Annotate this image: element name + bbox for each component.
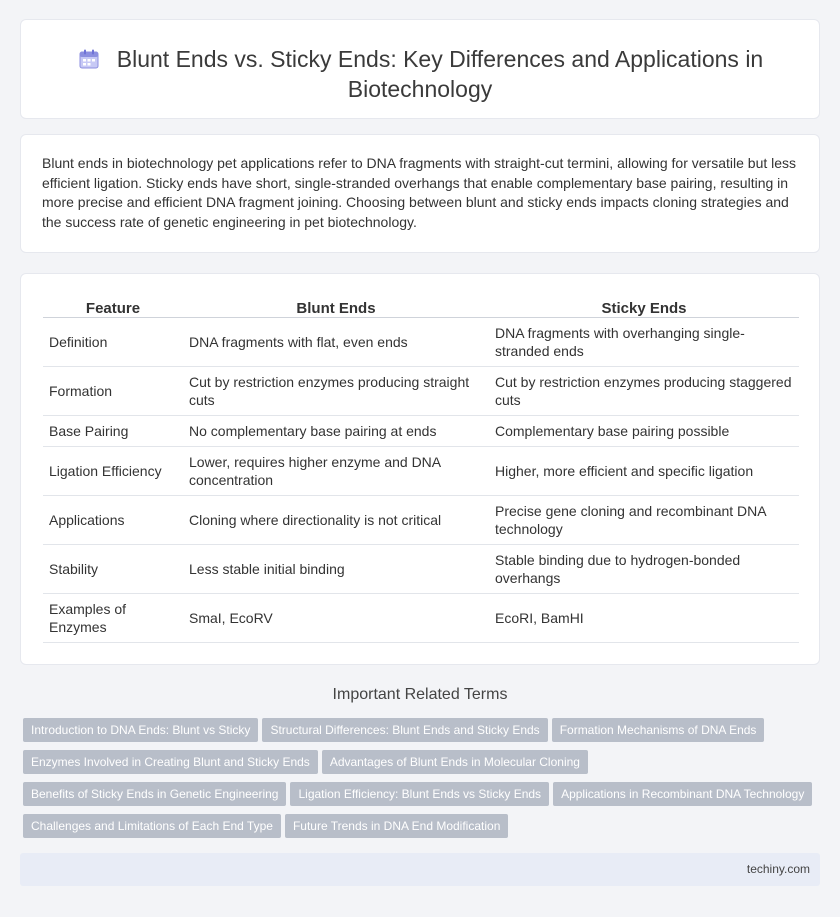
row-feature: Base Pairing: [43, 416, 183, 447]
row-blunt: Lower, requires higher enzyme and DNA concentration: [183, 447, 489, 496]
row-sticky: Cut by restriction enzymes producing staggered cuts: [489, 367, 799, 416]
comparison-card: [20, 273, 820, 665]
row-sticky: EcoRI, BamHI: [489, 594, 799, 643]
row-blunt: No complementary base pairing at ends: [183, 416, 489, 447]
header-blunt-ends: Blunt Ends: [183, 296, 489, 318]
row-feature: Examples of Enzymes: [43, 594, 183, 643]
comparison-table: [43, 296, 799, 643]
table-row: [43, 416, 799, 447]
table-row: [43, 318, 799, 367]
row-sticky: Stable binding due to hydrogen-bonded overhangs: [489, 545, 799, 594]
row-sticky: DNA fragments with overhanging single-stranded ends: [489, 318, 799, 367]
intro-card: [20, 134, 820, 253]
table-header-row: [43, 296, 799, 318]
table-row: [43, 447, 799, 496]
related-tag[interactable]: Ligation Efficiency: Blunt Ends vs Sticky Ends: [290, 782, 549, 806]
table-row: [43, 545, 799, 594]
row-blunt: Less stable initial binding: [183, 545, 489, 594]
table-row: [43, 367, 799, 416]
intro-paragraph: Blunt ends in biotechnology pet applications refer to DNA fragments with straight-cut termini, allowing for versatile but less efficient ligation. Sticky ends have short, single-stranded overhangs that enable complementary base pairing, resulting in more precise and efficient DNA fragment joining. Choosing between blunt and sticky ends impacts cloning strategies and the success rate of genetic engineering in pet biotechnology.: [42, 155, 797, 230]
row-feature: Definition: [43, 318, 183, 367]
calendar-icon: [77, 47, 101, 71]
footer: [20, 853, 820, 886]
related-terms-title: Important Related Terms: [332, 686, 508, 703]
related-tag[interactable]: Future Trends in DNA End Modification: [285, 814, 508, 838]
footer-site[interactable]: techiny.com: [746, 862, 810, 876]
page-title-text: Blunt Ends vs. Sticky Ends: Key Differences and Applications in Biotechnology: [116, 46, 764, 102]
row-sticky: Higher, more efficient and specific ligation: [489, 447, 799, 496]
row-sticky: Complementary base pairing possible: [489, 416, 799, 447]
row-feature: Stability: [43, 545, 183, 594]
table-row: [43, 496, 799, 545]
related-tag[interactable]: Challenges and Limitations of Each End Type: [23, 814, 281, 838]
row-blunt: Cut by restriction enzymes producing straight cuts: [183, 367, 489, 416]
row-blunt: SmaI, EcoRV: [183, 594, 489, 643]
title-card: [20, 19, 820, 119]
row-feature: Applications: [43, 496, 183, 545]
related-tag[interactable]: Benefits of Sticky Ends in Genetic Engineering: [23, 782, 286, 806]
header-sticky-ends: Sticky Ends: [489, 296, 799, 318]
row-feature: Ligation Efficiency: [43, 447, 183, 496]
related-tag[interactable]: Advantages of Blunt Ends in Molecular Cloning: [322, 750, 588, 774]
related-tag[interactable]: Structural Differences: Blunt Ends and Sticky Ends: [262, 718, 547, 742]
related-tag[interactable]: Applications in Recombinant DNA Technology: [553, 782, 812, 806]
row-sticky: Precise gene cloning and recombinant DNA technology: [489, 496, 799, 545]
row-feature: Formation: [43, 367, 183, 416]
header-feature: Feature: [43, 296, 183, 318]
related-tag[interactable]: Enzymes Involved in Creating Blunt and Sticky Ends: [23, 750, 318, 774]
related-terms-list: [23, 718, 823, 846]
row-blunt: Cloning where directionality is not critical: [183, 496, 489, 545]
related-tag[interactable]: Introduction to DNA Ends: Blunt vs Sticky: [23, 718, 258, 742]
row-blunt: DNA fragments with flat, even ends: [183, 318, 489, 367]
table-row: [43, 594, 799, 643]
related-tag[interactable]: Formation Mechanisms of DNA Ends: [552, 718, 765, 742]
page-title: [21, 44, 819, 104]
